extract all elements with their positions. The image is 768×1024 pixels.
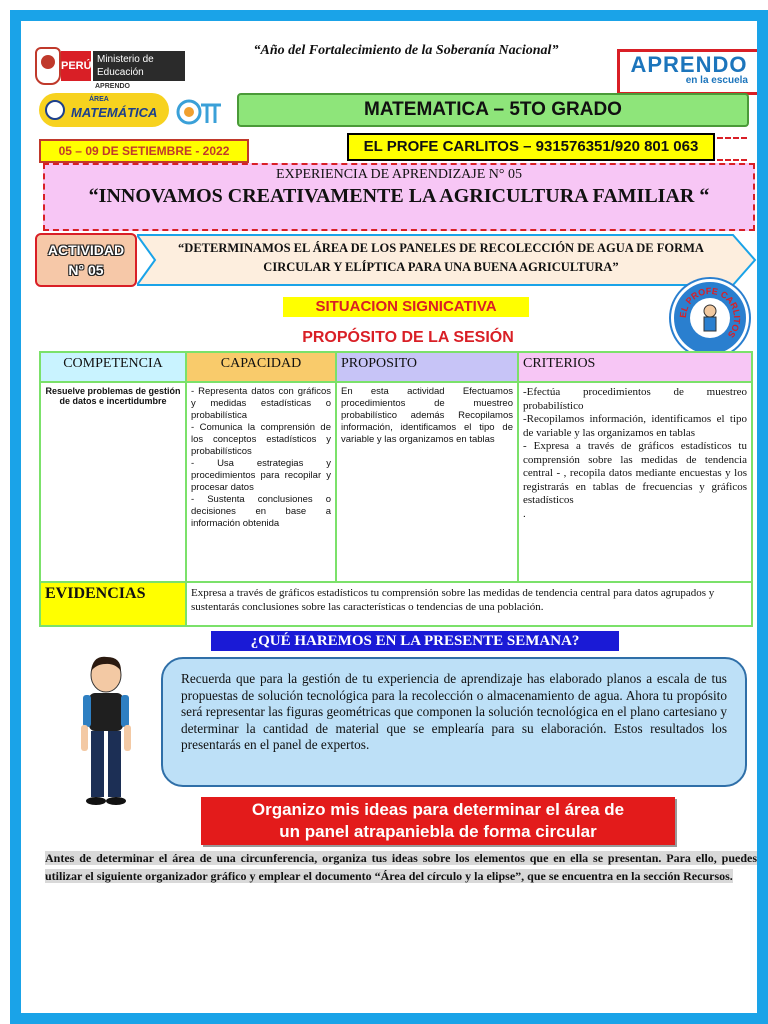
area-small-label: ÁREA: [89, 96, 109, 103]
criterio-item: -Efectúa procedimientos de muestreo probabilístico: [523, 386, 747, 412]
minedu-sub: APRENDO: [95, 83, 131, 90]
profe-badge-text: EL PROFE CARLITOS: [677, 285, 743, 340]
teacher-contact: EL PROFE CARLITOS – 931576351/920 801 063: [347, 133, 715, 161]
minedu-name: Ministerio de Educación: [93, 51, 185, 81]
peru-crest-icon: [35, 47, 61, 85]
year-motto: “Año del Fortalecimiento de la Soberanía Nacional”: [253, 43, 559, 58]
activity-title: “DETERMINAMOS EL ÁREA DE LOS PANELES DE RECOLECCIÓN DE AGUA DE FORMA CIRCULAR Y ELÍPTICA PARA UNA BUENA AGRICULTURA”: [178, 241, 704, 274]
svg-text:EL PROFE CARLITOS: [678, 286, 742, 340]
organizo-line-1: Organizo mis ideas para determinar el área de: [251, 800, 625, 819]
course-title: MATEMATICA – 5TO GRADO: [237, 93, 749, 127]
session-table: [39, 351, 753, 627]
capacidad-item: - Comunica la comprensión de los conceptos estadísticos y probabilísticos: [191, 422, 331, 457]
instructions-text: Antes de determinar el área de una circunferencia, organiza tus ideas sobre los elementos que en ella se presentan. Para ello, puedes utilizar el siguiente organizador gráfico y emplear el documento “Área del círculo y la elipse”, que se encuentra en la sección Recursos.: [45, 851, 757, 883]
minedu-logo: [35, 43, 185, 89]
situacion-title: SITUACION SIGNICATIVA: [283, 297, 529, 317]
instructions-paragraph: [45, 849, 757, 885]
student-boy-icon: [61, 651, 151, 811]
header-proposito: PROPOSITO: [336, 352, 518, 382]
instruction-bubble: Recuerda que para la gestión de tu experiencia de aprendizaje has elaborado planos a escala de tus propuestas de solución tecnológica para la recolección o almacenamiento de agua. Ahora tu propósito será representar las figuras geométricas que componen la solución tecnológica en el plano cartesiano y determinar la cantidad de material que se emplearía para su elaboración. Estos resultados los presentarás en el panel de expertos.: [161, 657, 747, 787]
cell-proposito: En esta actividad Efectuamos procedimientos de muestreo probabilístico además Recopilamos información, identificamos el tipo de variable y las organizamos en tablas: [336, 382, 518, 582]
capacidad-item: - Usa estrategias y procedimientos para recopilar y procesar datos: [191, 458, 331, 493]
activity-badge-l2: N° 05: [68, 262, 104, 278]
organizo-line-2: un panel atrapaniebla de forma circular: [279, 822, 597, 841]
semana-heading: ¿QUÉ HAREMOS EN LA PRESENTE SEMANA?: [211, 631, 619, 651]
criterio-item: - Expresa a través de gráficos estadísticos tu comprensión sobre las medidas de tendencia central - , recopila datos mediante encuestas y los registrarás en tablas de frecuencias y gráficos estadísticos: [523, 440, 747, 506]
criterio-item: -Recopilamos información, identificamos el tipo de variable y las organizamos en tablas: [523, 413, 747, 439]
experience-title: “INNOVAMOS CREATIVAMENTE LA AGRICULTURA FAMILIAR “: [88, 185, 710, 207]
page-frame: [10, 10, 768, 1024]
capacidad-item: - Sustenta conclusiones o decisiones en base a información obtenida: [191, 494, 331, 529]
area-matematica-logo: [39, 93, 169, 127]
week-dates: 05 – 09 DE SETIEMBRE - 2022: [39, 139, 249, 163]
pi-icon: [175, 97, 225, 127]
criterio-item: .: [523, 507, 526, 520]
decorative-dashes: [717, 137, 747, 161]
capacidad-item: - Representa datos con gráficos y medidas estadísticas o probabilística: [191, 386, 331, 421]
activity-badge-l1: ACTIVIDAD: [47, 242, 125, 258]
profe-carlitos-badge: [671, 279, 749, 357]
aprendo-title: APRENDO: [630, 52, 748, 77]
header-criterios: CRITERIOS: [518, 352, 752, 382]
aprendo-sub: en la escuela: [685, 75, 748, 86]
header-capacidad: CAPACIDAD: [186, 352, 336, 382]
aprendo-logo: [617, 49, 761, 95]
evidencias-text: Expresa a través de gráficos estadísticos tu comprensión sobre las medidas de tendencia central para datos agrupados y sustentarás conclusiones sobre las características o tendencias de una población.: [186, 582, 752, 626]
header-competencia: COMPETENCIA: [40, 352, 186, 382]
evidencias-label: EVIDENCIAS: [40, 582, 186, 626]
cell-criterios: [518, 382, 752, 582]
proposito-title: PROPÓSITO DE LA SESIÓN: [302, 329, 514, 346]
minedu-country: PERÚ: [61, 51, 91, 81]
cell-capacidad: [186, 382, 336, 582]
lightbulb-icon: [45, 100, 65, 120]
experience-number: EXPERIENCIA DE APRENDIZAJE N° 05: [276, 167, 522, 182]
experience-banner: [43, 163, 755, 231]
cell-competencia: Resuelve problemas de gestión de datos e incertidumbre: [40, 382, 186, 582]
activity-badge: [35, 233, 137, 287]
organizo-banner: [201, 797, 675, 845]
area-big-label: MATEMÁTICA: [71, 105, 158, 120]
